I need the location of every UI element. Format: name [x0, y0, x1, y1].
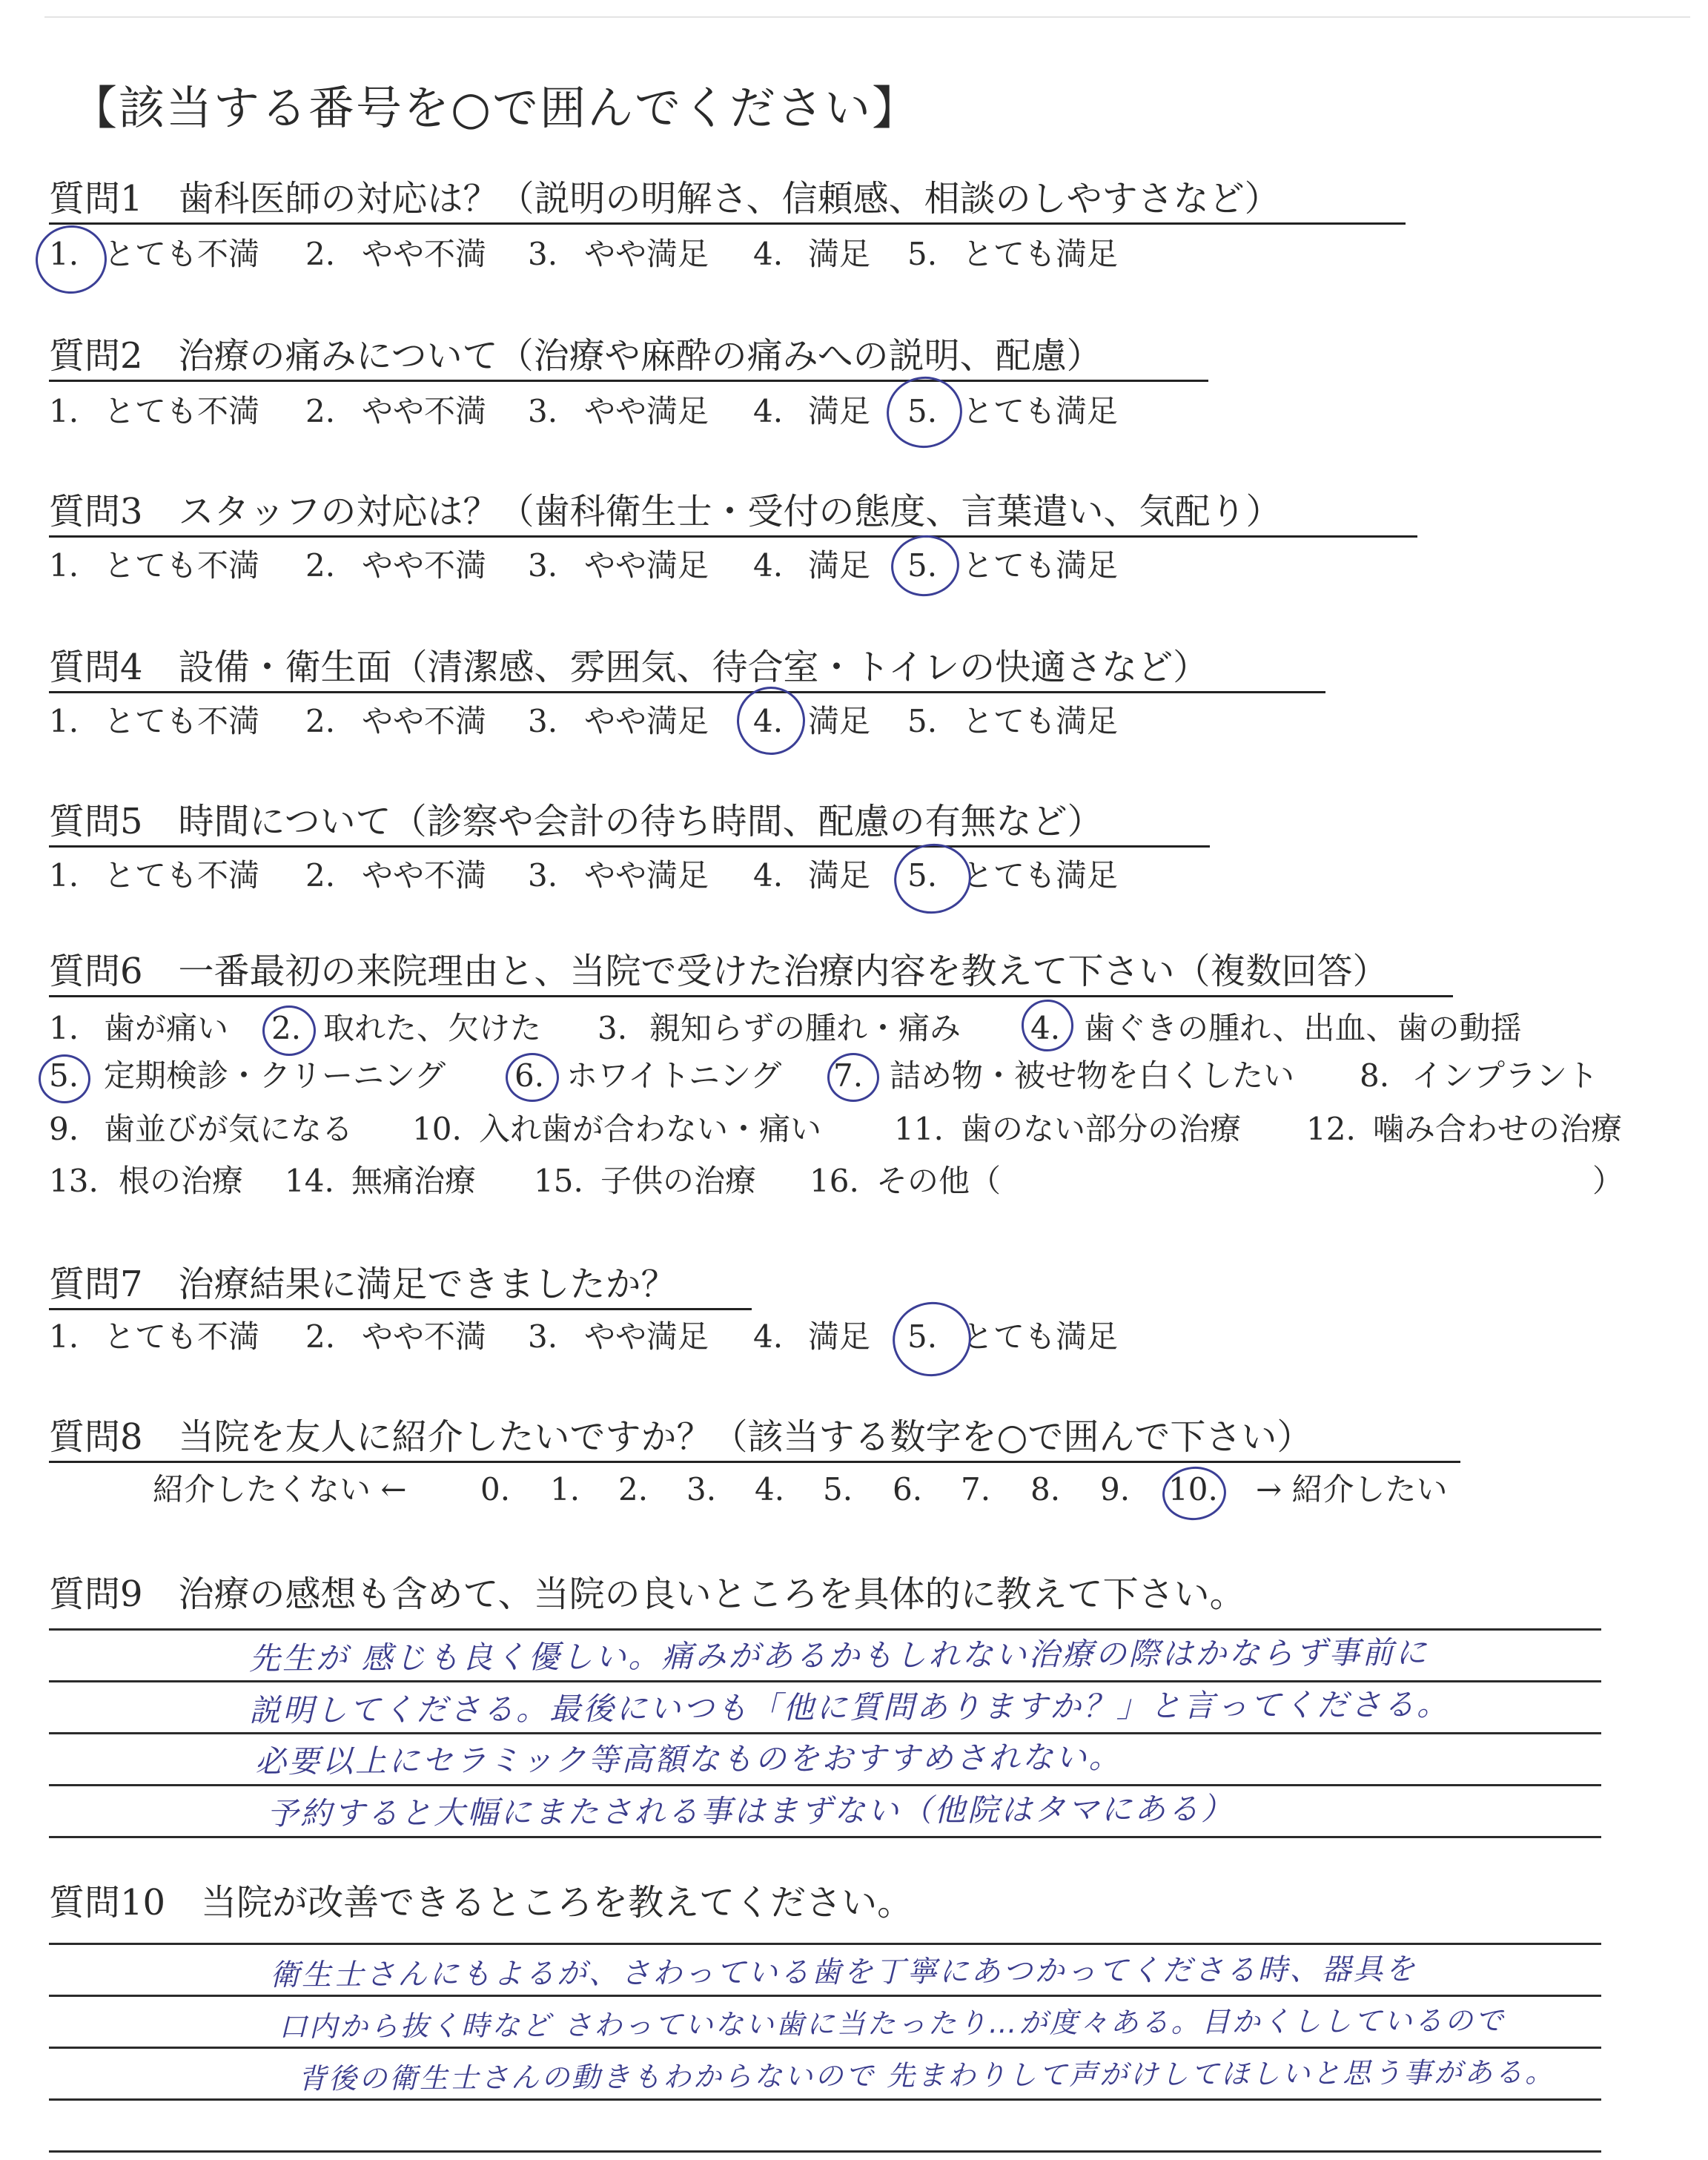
- option-number[interactable]: 3.: [528, 393, 558, 429]
- option-number[interactable]: 5.: [907, 393, 938, 429]
- handwritten-answer-line: 必要以上にセラミック等高額なものをおすすめされない。: [254, 1738, 1122, 1780]
- option-label: やや満足: [584, 236, 709, 272]
- scale-right-label: → 紹介したい: [1256, 1471, 1448, 1507]
- option-number[interactable]: 2.: [305, 857, 336, 894]
- option-label: 根の治療: [119, 1163, 244, 1199]
- scale-number[interactable]: 10.: [1168, 1471, 1218, 1507]
- option-number[interactable]: 14.: [285, 1163, 334, 1199]
- option-number[interactable]: 1.: [49, 857, 79, 894]
- selection-circle-q6-5: [39, 1054, 90, 1103]
- option-number[interactable]: 5.: [907, 547, 938, 584]
- option-label: 無痛治療: [351, 1163, 477, 1199]
- option-number[interactable]: 4.: [753, 236, 784, 272]
- option-label: やや不満: [362, 236, 487, 272]
- option-label: 満足: [808, 547, 871, 584]
- option-label: ホワイトニング: [566, 1057, 782, 1094]
- option-label: やや満足: [584, 1318, 709, 1355]
- option-number[interactable]: 4.: [753, 703, 784, 739]
- option-label: とても不満: [104, 703, 260, 739]
- option-label: 入れ歯が合わない・痛い: [479, 1111, 822, 1147]
- option-label: とても不満: [104, 236, 260, 272]
- option-label: 歯が痛い: [104, 1010, 229, 1046]
- option-number[interactable]: 9.: [49, 1111, 79, 1147]
- option-number[interactable]: 11.: [894, 1111, 944, 1147]
- option-label: やや満足: [584, 393, 709, 429]
- selection-circle-q6-6: [506, 1053, 559, 1102]
- option-number[interactable]: 3.: [598, 1010, 628, 1046]
- scale-number[interactable]: 6.: [893, 1471, 923, 1507]
- scale-number[interactable]: 4.: [755, 1471, 785, 1507]
- handwritten-answer-line: 先生が 感じも良く優しい。痛みがあるかもしれない治療の際はかならず事前に: [248, 1634, 1429, 1677]
- scale-number[interactable]: 0.: [480, 1471, 511, 1507]
- option-number[interactable]: 15.: [534, 1163, 583, 1199]
- option-number[interactable]: 4.: [753, 857, 784, 894]
- option-number[interactable]: 1.: [49, 393, 79, 429]
- selection-circle-q5: [889, 838, 977, 920]
- option-label: やや不満: [362, 393, 487, 429]
- option-label: その他（: [876, 1163, 1002, 1199]
- selection-circle-q6-4: [1019, 997, 1076, 1054]
- option-number[interactable]: 4.: [753, 393, 784, 429]
- selection-circle-q3: [887, 531, 964, 601]
- question-1-underline: [49, 222, 1406, 225]
- answer-rule: [49, 1943, 1601, 1945]
- option-label: 満足: [808, 236, 871, 272]
- option-number[interactable]: 1.: [49, 1318, 79, 1355]
- option-number[interactable]: 4.: [753, 547, 784, 584]
- option-label: とても不満: [104, 857, 260, 894]
- option-number[interactable]: 7.: [833, 1057, 864, 1094]
- option-label: やや不満: [362, 1318, 487, 1355]
- selection-circle-q4: [733, 683, 808, 758]
- scan-edge-line: [44, 16, 1690, 18]
- option-number[interactable]: 3.: [528, 857, 558, 894]
- selection-circle-q7: [886, 1295, 978, 1384]
- option-label: とても不満: [104, 1318, 260, 1355]
- handwritten-answer-line: 背後の衛生士さんの動きもわからないので 先まわりして声がけしてほしいと思う事がある。: [297, 2055, 1556, 2095]
- question-2-underline: [49, 380, 1208, 382]
- option-number[interactable]: 3.: [528, 1318, 558, 1355]
- handwritten-answer-line: 予約すると大幅にまたされる事はまずない（他院はタマにある）: [266, 1790, 1235, 1832]
- option-label: やや満足: [584, 547, 709, 584]
- option-number[interactable]: 1.: [49, 236, 79, 272]
- answer-rule: [49, 1836, 1601, 1838]
- option-label: 親知らずの腫れ・痛み: [649, 1010, 961, 1046]
- scale-number[interactable]: 5.: [823, 1471, 853, 1507]
- option-label: やや満足: [584, 857, 709, 894]
- option-label: 満足: [808, 703, 871, 739]
- question-6-underline: [49, 995, 1453, 997]
- option-number[interactable]: 5.: [907, 236, 938, 272]
- option-number[interactable]: 1.: [49, 1010, 79, 1046]
- option-number[interactable]: 2.: [305, 547, 336, 584]
- option-number[interactable]: 3.: [528, 236, 558, 272]
- scale-number[interactable]: 9.: [1100, 1471, 1131, 1507]
- option-label: インプラント: [1411, 1057, 1599, 1094]
- question-1-label: 質問1 歯科医師の対応は？（説明の明解さ、信頼感、相談のしやすさなど）: [49, 178, 1280, 219]
- option-number[interactable]: 3.: [528, 547, 558, 584]
- question-4-label: 質問4 設備・衛生面（清潔感、雰囲気、待合室・トイレの快適さなど）: [49, 647, 1209, 688]
- option-label: とても満足: [962, 393, 1119, 429]
- selection-circle-q2: [881, 371, 967, 454]
- question-2-label: 質問2 治療の痛みについて（治療や麻酔の痛みへの説明、配慮）: [49, 335, 1102, 377]
- option-label: 子供の治療: [600, 1163, 757, 1199]
- option-label: とても満足: [962, 1318, 1119, 1355]
- option-number[interactable]: 5.: [907, 857, 938, 894]
- answer-rule: [49, 1995, 1601, 1997]
- question-8-underline: [49, 1461, 1460, 1463]
- question-10-label: 質問10 当院が改善できるところを教えてください。: [49, 1882, 913, 1923]
- option-label: とても満足: [962, 703, 1119, 739]
- option-close-paren: ）: [1592, 1163, 1624, 1199]
- question-3-label: 質問3 スタッフの対応は？（歯科衛生士・受付の態度、言葉遣い、気配り）: [49, 491, 1282, 532]
- option-number[interactable]: 3.: [528, 703, 558, 739]
- option-label: 歯のない部分の治療: [961, 1111, 1242, 1147]
- question-5-underline: [49, 845, 1210, 848]
- scale-number[interactable]: 7.: [961, 1471, 991, 1507]
- handwritten-answer-line: 口内から抜く時など さわっていない歯に当たったり…が度々ある。目かくししているので: [278, 2004, 1506, 2044]
- answer-rule: [49, 2098, 1601, 2101]
- option-label: とても不満: [104, 547, 260, 584]
- option-label: やや満足: [584, 703, 709, 739]
- question-4-underline: [49, 691, 1325, 693]
- option-number[interactable]: 2.: [305, 1318, 336, 1355]
- selection-circle-q6-7: [827, 1053, 879, 1102]
- selection-circle-q6-2: [262, 1005, 316, 1056]
- scale-number[interactable]: 2.: [618, 1471, 649, 1507]
- option-label: 歯並びが気になる: [104, 1111, 354, 1147]
- option-number[interactable]: 6.: [514, 1057, 545, 1094]
- scale-number[interactable]: 3.: [686, 1471, 717, 1507]
- question-3-underline: [49, 535, 1417, 538]
- option-label: とても満足: [962, 547, 1119, 584]
- option-number[interactable]: 4.: [753, 1318, 784, 1355]
- option-label: とても不満: [104, 393, 260, 429]
- page-title: 【該当する番号を○で囲んでください】: [71, 81, 920, 135]
- option-number[interactable]: 1.: [49, 547, 79, 584]
- question-9-label: 質問9 治療の感想も含めて、当院の良いところを具体的に教えて下さい。: [49, 1573, 1245, 1615]
- option-label: 詰め物・被せ物を白くしたい: [890, 1057, 1295, 1094]
- option-number[interactable]: 5.: [907, 1318, 938, 1355]
- option-label: 満足: [808, 857, 871, 894]
- option-number[interactable]: 4.: [1030, 1010, 1061, 1046]
- option-number[interactable]: 2.: [271, 1010, 302, 1046]
- answer-rule: [49, 2047, 1601, 2049]
- option-number[interactable]: 2.: [305, 393, 336, 429]
- option-label: 定期検診・クリーニング: [104, 1057, 446, 1094]
- option-number[interactable]: 10.: [412, 1111, 462, 1147]
- option-label: やや不満: [362, 857, 487, 894]
- handwritten-answer-line: 衛生士さんにもよるが、さわっている歯を丁寧にあつかってくださる時、器具を: [269, 1952, 1417, 1993]
- option-number[interactable]: 16.: [810, 1163, 859, 1199]
- option-number[interactable]: 13.: [49, 1163, 99, 1199]
- option-label: 歯ぐきの腫れ、出血、歯の動揺: [1084, 1010, 1522, 1046]
- scale-number[interactable]: 8.: [1030, 1471, 1061, 1507]
- option-number[interactable]: 2.: [305, 236, 336, 272]
- option-number[interactable]: 5.: [49, 1057, 79, 1094]
- option-label: 満足: [808, 1318, 871, 1355]
- option-label: やや不満: [362, 703, 487, 739]
- option-number[interactable]: 12.: [1306, 1111, 1356, 1147]
- option-label: とても満足: [962, 857, 1119, 894]
- answer-rule: [49, 2150, 1601, 2153]
- option-label: 満足: [808, 393, 871, 429]
- selection-circle-q1: [31, 221, 111, 298]
- option-label: 噛み合わせの治療: [1373, 1111, 1623, 1147]
- option-number[interactable]: 8.: [1360, 1057, 1390, 1094]
- option-label: 取れた、欠けた: [323, 1010, 542, 1046]
- option-number[interactable]: 1.: [49, 703, 79, 739]
- option-label: やや不満: [362, 547, 487, 584]
- question-8-label: 質問8 当院を友人に紹介したいですか？（該当する数字を○で囲んで下さい）: [49, 1416, 1313, 1458]
- scale-number[interactable]: 1.: [550, 1471, 580, 1507]
- question-5-label: 質問5 時間について（診察や会計の待ち時間、配慮の有無など）: [49, 801, 1103, 842]
- option-number[interactable]: 5.: [907, 703, 938, 739]
- question-7-underline: [49, 1308, 752, 1310]
- option-label: とても満足: [962, 236, 1119, 272]
- question-6-label: 質問6 一番最初の来院理由と、当院で受けた治療内容を教えて下さい（複数回答）: [49, 951, 1388, 992]
- question-7-label: 質問7 治療結果に満足できましたか？: [49, 1264, 677, 1305]
- scale-left-label: 紹介したくない ←: [153, 1471, 407, 1507]
- option-number[interactable]: 2.: [305, 703, 336, 739]
- handwritten-answer-line: 説明してくださる。最後にいつも「他に質問ありますか？」と言ってくださる。: [248, 1685, 1451, 1729]
